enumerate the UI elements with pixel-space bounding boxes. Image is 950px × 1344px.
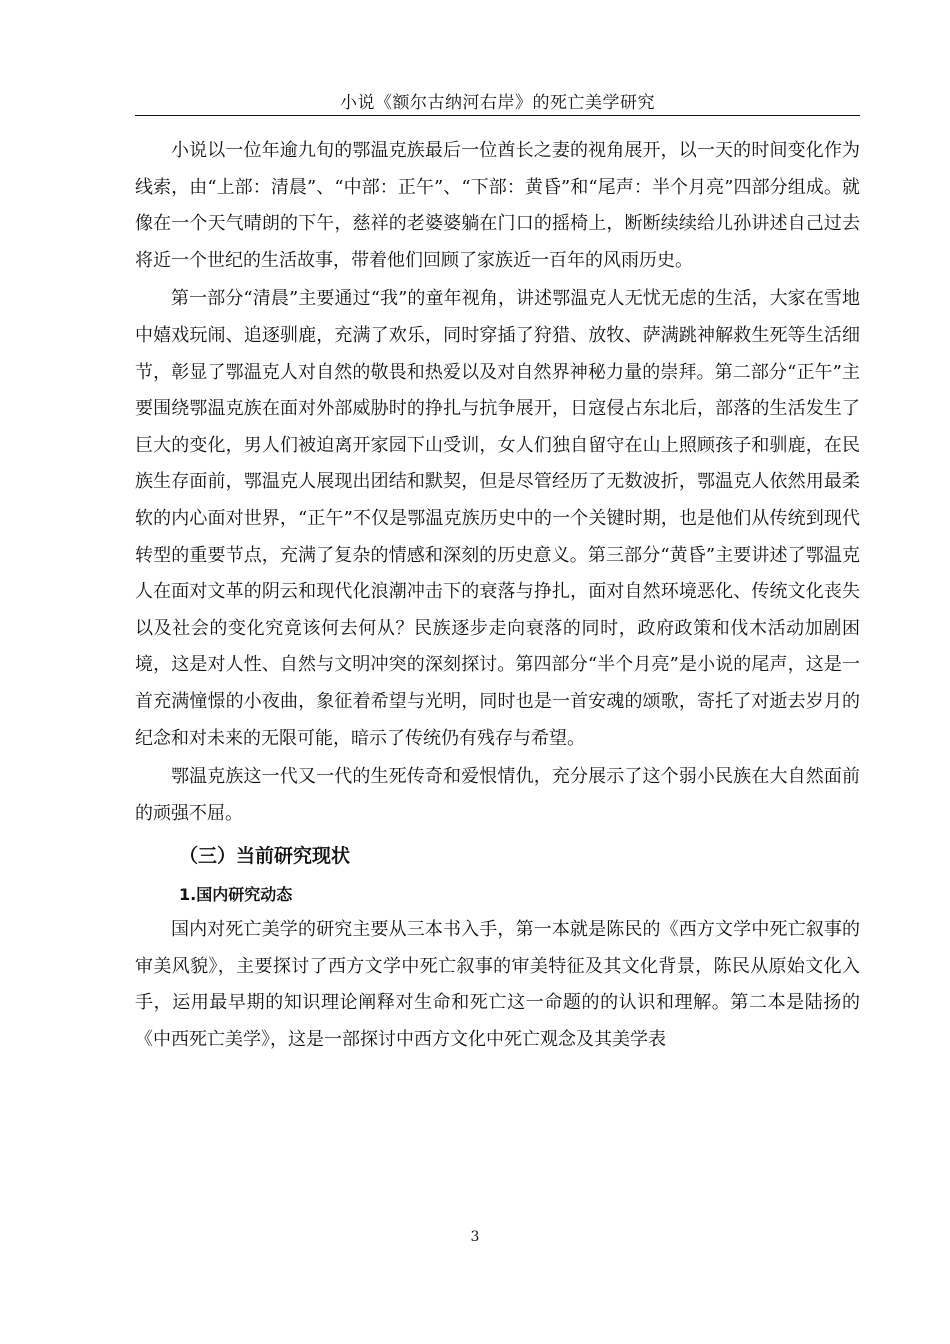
paragraph-summary: 鄂温克族这一代又一代的生死传奇和爱恨情仇，充分展示了这个弱小民族在大自然面前的顽强不屈。 [135, 766, 860, 824]
paragraph-novel-structure: 小说以一位年逾九旬的鄂温克族最后一位酋长之妻的视角展开，以一天的时间变化作为线索，由“上部：清晨”、“中部：正午”、“下部：黄昏”和“尾声：半个月亮”四部分组成。就像在一个天气晴朗的下午，慈祥的老婆婆躺在门口的摇椅上，断断续续给儿孙讲述自己过去将近一个世纪的生活故事，带着他们回顾了家族近一百年的风雨历史。 [135, 140, 860, 271]
subsection-heading: 1.国内研究动态 [179, 885, 293, 905]
section-heading: （三）当前研究现状 [179, 845, 351, 868]
page-body [135, 133, 860, 1061]
header-divider [135, 115, 860, 116]
running-header: 小说《额尔古纳河右岸》的死亡美学研究 [340, 93, 655, 113]
paragraph-domestic-research: 国内对死亡美学的研究主要从三本书入手，第一本就是陈民的《西方文学中死亡叙事的审美风貌》，主要探讨了西方文学中死亡叙事的审美特征及其文化背景，陈民从原始文化入手，运用最早期的知识理论阐释对生命和死亡这一命题的的认识和理解。第二本是陆扬的《中西死亡美学》，这是一部探讨中西方文化中死亡观念及其美学表 [135, 919, 860, 1051]
page-number: 3 [470, 1229, 480, 1245]
paragraph-four-parts: 第一部分“清晨”主要通过“我”的童年视角，讲述鄂温克人无忧无虑的生活，大家在雪地中嬉戏玩闹、追逐驯鹿，充满了欢乐，同时穿插了狩猎、放牧、萨满跳神解救生死等生活细节，彰显了鄂温克人对自然的敬畏和热爱以及对自然界神秘力量的崇拜。第二部分“正午”主要围绕鄂温克族在面对外部威胁时的挣扎与抗争展开，日寇侵占东北后，部落的生活发生了巨大的变化，男人们被迫离开家园下山受训，女人们独自留守在山上照顾孩子和驯鹿，在民族生存面前，鄂温克人展现出团结和默契，但是尽管经历了无数波折，鄂温克人依然用最柔软的内心面对世界，“正午”不仅是鄂温克族历史中的一个关键时期，也是他们从传统到现代转型的重要节点，充满了复杂的情感和深刻的历史意义。第三部分“黄昏”主要讲述了鄂温克人在面对文革的阴云和现代化浪潮冲击下的衰落与挣扎，面对自然环境恶化、传统文化丧失以及社会的变化究竟该何去何从？民族逐步走向衰落的同时，政府政策和伐木活动加剧困境，这是对人性、自然与文明冲突的深刻探讨。第四部分“半个月亮”是小说的尾声，这是一首充满憧憬的小夜曲，象征着希望与光明，同时也是一首安魂的颂歌，寄托了对逝去岁月的纪念和对未来的无限可能，暗示了传统仍有残存与希望。 [135, 288, 860, 749]
